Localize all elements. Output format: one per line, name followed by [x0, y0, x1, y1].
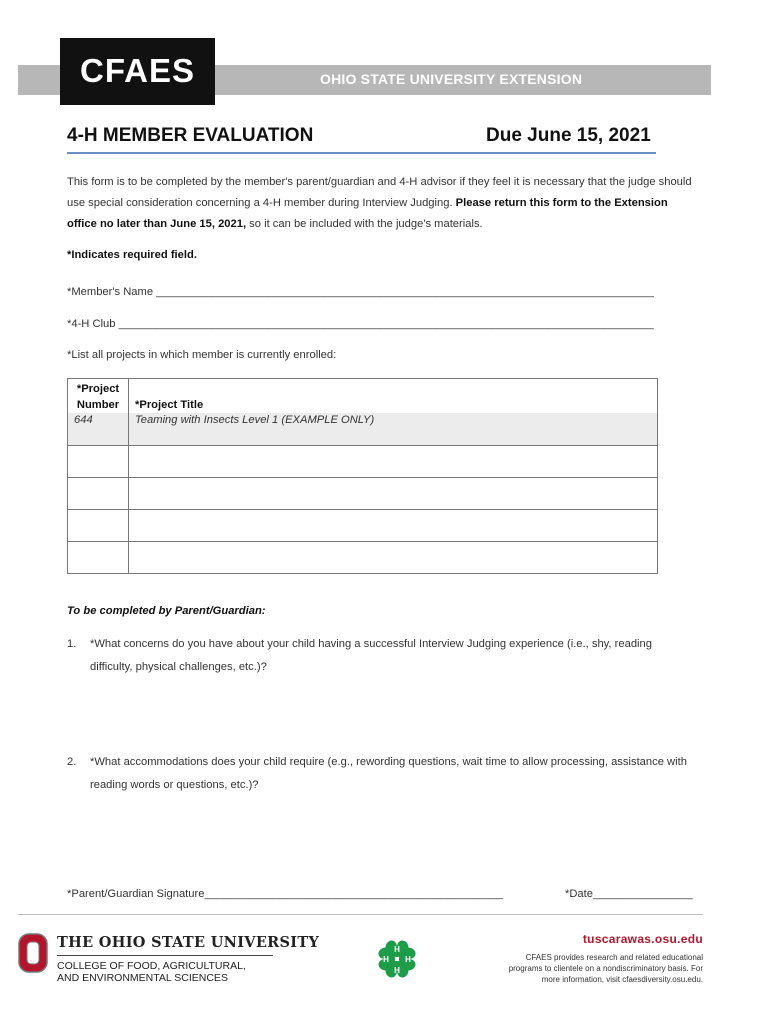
- svg-text:H: H: [394, 966, 400, 975]
- projects-table: [67, 378, 658, 574]
- college-name: COLLEGE OF FOOD, AGRICULTURAL, AND ENVIRONMENTAL SCIENCES: [57, 960, 246, 984]
- table-row: [68, 477, 658, 509]
- county-url-link[interactable]: tuscarawas.osu.edu: [582, 932, 703, 946]
- example-project-number: 644: [68, 413, 129, 445]
- question-2-text: *What accommodations does your child require (e.g., rewording questions, wait time to allow processing, assistance with reading words or questions, etc.)?: [90, 756, 687, 791]
- due-date: Due June 15, 2021: [486, 125, 651, 146]
- example-project-title: Teaming with Insects Level 1 (EXAMPLE ONLY): [129, 413, 658, 445]
- project-number-cell[interactable]: [68, 541, 129, 573]
- table-row: [68, 541, 658, 573]
- project-number-cell[interactable]: [68, 509, 129, 541]
- svg-text:H: H: [383, 955, 389, 964]
- project-number-cell[interactable]: [68, 445, 129, 477]
- col-header-project-number: *Project Number: [68, 379, 129, 414]
- intro-paragraph: [67, 172, 697, 235]
- osu-block-o-icon: [18, 933, 48, 973]
- col-header-project-title: *Project Title: [129, 379, 658, 414]
- university-divider: [57, 955, 273, 956]
- date-field[interactable]: *Date________________: [565, 888, 693, 900]
- intro-text-1: This form is to be completed by the member's parent/guardian and 4-H advisor if they feel it is necessary that the judge should use special consideration concerning a 4-H member during Interview Judging.: [67, 176, 692, 209]
- question-1: [67, 633, 687, 679]
- intro-text-2: so it can be included with the judge's materials.: [246, 218, 483, 230]
- table-row: [68, 445, 658, 477]
- member-name-field[interactable]: *Member's Name ________________________________________________________________________________: [67, 286, 654, 298]
- form-title: 4-H MEMBER EVALUATION: [67, 125, 314, 146]
- club-field[interactable]: *4-H Club ______________________________________________________________________________________: [67, 318, 654, 330]
- table-row-example: [68, 413, 658, 445]
- footer-divider: [18, 914, 703, 915]
- question-1-number: 1.: [67, 638, 77, 650]
- question-2: [67, 751, 687, 797]
- 4h-clover-icon: [373, 935, 421, 983]
- intro-text-bold: Please return this form to the Extension office no later than June 15, 2021,: [67, 197, 668, 230]
- table-header-row: [68, 379, 658, 414]
- project-title-cell[interactable]: [129, 541, 658, 573]
- extension-name: OHIO STATE UNIVERSITY EXTENSION: [320, 71, 583, 87]
- project-title-cell[interactable]: [129, 445, 658, 477]
- table-row: [68, 509, 658, 541]
- parent-section-heading: To be completed by Parent/Guardian:: [67, 605, 266, 617]
- university-name: THE OHIO STATE UNIVERSITY: [57, 934, 320, 951]
- title-divider: [67, 152, 656, 154]
- projects-label: *List all projects in which member is currently enrolled:: [67, 349, 337, 361]
- project-title-cell[interactable]: [129, 477, 658, 509]
- signature-field[interactable]: *Parent/Guardian Signature________________________________________________: [67, 888, 504, 900]
- project-number-cell[interactable]: [68, 477, 129, 509]
- required-note: *Indicates required field.: [67, 249, 197, 261]
- cfaes-logo-text: CFAES: [79, 52, 196, 89]
- svg-text:H: H: [394, 945, 400, 954]
- question-2-number: 2.: [67, 756, 77, 768]
- nondiscrimination-statement: CFAES provides research and related educational programs to clientele on a nondiscriminatory basis. For more information, visit cfaesdiversity.osu.edu.: [508, 953, 703, 984]
- project-title-cell[interactable]: [129, 509, 658, 541]
- question-1-text: *What concerns do you have about your child having a successful Interview Judging experience (i.e., shy, reading difficulty, physical challenges, etc.)?: [90, 638, 652, 673]
- svg-text:H: H: [405, 955, 411, 964]
